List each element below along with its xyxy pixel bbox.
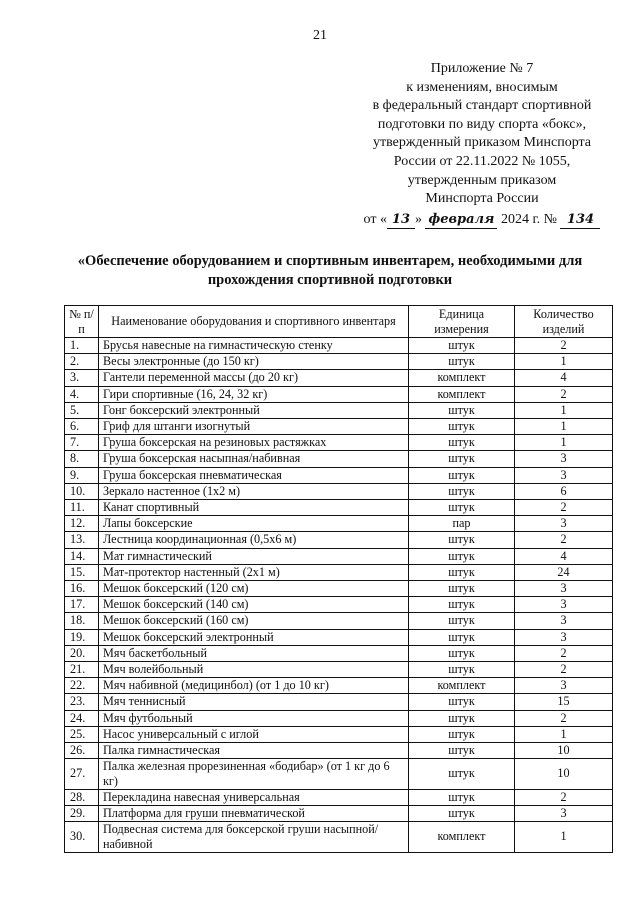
table-row [65,694,613,710]
row-quantity: 3 [515,597,613,613]
row-unit: штук [409,419,515,435]
table-row [65,354,613,370]
row-item-name: Мешок боксерский электронный [99,629,409,645]
row-quantity: 2 [515,386,613,402]
row-item-name: Подвесная система для боксерской груши насыпной/набивной [99,822,409,853]
row-quantity: 10 [515,759,613,790]
row-number: 26. [65,743,99,759]
row-unit: штук [409,581,515,597]
row-number: 30. [65,822,99,853]
table-row [65,710,613,726]
row-number: 1. [65,338,99,354]
row-item-name: Гонг боксерский электронный [99,402,409,418]
row-unit: пар [409,516,515,532]
row-quantity: 1 [515,402,613,418]
row-item-name: Брусья навесные на гимнастическую стенку [99,338,409,354]
date-day-suffix: » [414,211,422,227]
row-item-name: Мяч футбольный [99,710,409,726]
row-item-name: Весы электронные (до 150 кг) [99,354,409,370]
row-quantity: 10 [515,743,613,759]
row-number: 12. [65,516,99,532]
table-row [65,806,613,822]
annex-line: в федеральный стандарт спортивной [372,98,592,114]
table-row [65,532,613,548]
row-item-name: Мяч набивной (медицинбол) (от 1 до 10 кг) [99,678,409,694]
table-row [65,500,613,516]
row-item-name: Груша боксерская насыпная/набивная [99,451,409,467]
row-quantity: 15 [515,694,613,710]
table-row [65,597,613,613]
row-item-name: Мат гимнастический [99,548,409,564]
row-quantity: 3 [515,516,613,532]
row-unit: штук [409,726,515,742]
row-quantity: 6 [515,483,613,499]
row-number: 29. [65,806,99,822]
row-item-name: Лапы боксерские [99,516,409,532]
table-row [65,402,613,418]
row-number: 7. [65,435,99,451]
row-quantity: 3 [515,581,613,597]
row-number: 19. [65,629,99,645]
row-unit: штук [409,500,515,516]
row-number: 22. [65,678,99,694]
table-row [65,726,613,742]
annex-line: Приложение № 7 [430,61,534,76]
row-quantity: 3 [515,629,613,645]
date-year: 2024 г. № [500,211,557,227]
row-number: 17. [65,597,99,613]
row-unit: штук [409,743,515,759]
row-number: 28. [65,789,99,805]
row-unit: штук [409,710,515,726]
row-number: 3. [65,370,99,386]
row-number: 15. [65,564,99,580]
row-unit: штук [409,435,515,451]
row-quantity: 1 [515,354,613,370]
table-row [65,516,613,532]
row-quantity: 3 [515,467,613,483]
row-number: 14. [65,548,99,564]
row-unit: комплект [409,822,515,853]
row-number: 24. [65,710,99,726]
row-quantity: 3 [515,613,613,629]
row-item-name: Мешок боксерский (140 см) [99,597,409,613]
row-unit: штук [409,467,515,483]
table-row [65,467,613,483]
row-item-name: Перекладина навесная универсальная [99,789,409,805]
row-number: 18. [65,613,99,629]
row-quantity: 1 [515,822,613,853]
row-number: 27. [65,759,99,790]
row-unit: штук [409,338,515,354]
table-row [65,645,613,661]
row-unit: штук [409,806,515,822]
row-number: 20. [65,645,99,661]
row-number: 13. [65,532,99,548]
order-date-line [352,211,612,230]
row-quantity: 2 [515,645,613,661]
row-unit: штук [409,613,515,629]
header-number: № п/п [65,306,99,338]
row-item-name: Мяч волейбольный [99,662,409,678]
table-row [65,483,613,499]
table-row [65,789,613,805]
row-unit: комплект [409,370,515,386]
annex-block [352,60,612,229]
row-quantity: 1 [515,435,613,451]
table-body [65,338,613,853]
row-number: 16. [65,581,99,597]
header-unit: Единица измерения [409,306,515,338]
table-row [65,581,613,597]
row-quantity: 3 [515,678,613,694]
annex-line: утвержденным приказом [407,172,557,188]
table-row [65,629,613,645]
row-quantity: 2 [515,710,613,726]
row-item-name: Канат спортивный [99,500,409,516]
row-item-name: Палка железная прорезиненная «бодибар» (от 1 кг до 6 кг) [99,759,409,790]
row-unit: штук [409,532,515,548]
row-item-name: Груша боксерская на резиновых растяжках [99,435,409,451]
annex-line: Минспорта России [425,191,539,207]
row-item-name: Груша боксерская пневматическая [99,467,409,483]
table-row [65,662,613,678]
table-row [65,759,613,790]
row-item-name: Лестница координационная (0,5х6 м) [99,532,409,548]
row-unit: штук [409,662,515,678]
row-item-name: Палка гимнастическая [99,743,409,759]
handwritten-order-number: 134 [560,212,600,229]
header-name: Наименование оборудования и спортивного инвентаря [99,306,409,338]
row-number: 11. [65,500,99,516]
row-item-name: Платформа для груши пневматической [99,806,409,822]
row-quantity: 3 [515,806,613,822]
row-unit: штук [409,645,515,661]
handwritten-month: февраля [425,212,497,229]
table-header-row [65,306,613,338]
row-unit: штук [409,483,515,499]
table-row [65,743,613,759]
row-number: 6. [65,419,99,435]
annex-line: подготовки по виду спорта «бокс», [377,116,587,132]
table-row [65,386,613,402]
row-unit: штук [409,629,515,645]
row-item-name: Гири спортивные (16, 24, 32 кг) [99,386,409,402]
row-quantity: 4 [515,370,613,386]
row-unit: штук [409,354,515,370]
table-row [65,419,613,435]
row-unit: штук [409,759,515,790]
table-row [65,822,613,853]
row-unit: комплект [409,678,515,694]
row-item-name: Гриф для штанги изогнутый [99,419,409,435]
table-row [65,678,613,694]
table-row [65,338,613,354]
table-row [65,370,613,386]
row-quantity: 2 [515,532,613,548]
row-unit: штук [409,564,515,580]
equipment-table [64,305,613,853]
row-unit: комплект [409,386,515,402]
row-quantity: 2 [515,662,613,678]
table-row [65,613,613,629]
row-item-name: Мат-протектор настенный (2х1 м) [99,564,409,580]
row-quantity: 3 [515,451,613,467]
header-quantity: Количество изделий [515,306,613,338]
row-number: 9. [65,467,99,483]
row-unit: штук [409,789,515,805]
table-row [65,435,613,451]
annex-line: утвержденный приказом Минспорта [372,135,592,151]
table-row [65,451,613,467]
row-number: 23. [65,694,99,710]
row-unit: штук [409,694,515,710]
row-quantity: 2 [515,789,613,805]
row-quantity: 24 [515,564,613,580]
annex-line: России от 22.11.2022 № 1055, [393,153,571,169]
row-quantity: 2 [515,338,613,354]
row-unit: штук [409,451,515,467]
row-unit: штук [409,597,515,613]
date-prefix: от « [363,211,387,227]
row-item-name: Насос универсальный с иглой [99,726,409,742]
handwritten-day: 13 [387,212,415,229]
row-item-name: Гантели переменной массы (до 20 кг) [99,370,409,386]
row-quantity: 4 [515,548,613,564]
row-quantity: 1 [515,419,613,435]
document-title: «Обеспечение оборудованием и спортивным инвентарем, необходимыми для прохождения спортивной подготовки [77,253,583,288]
row-item-name: Мешок боксерский (160 см) [99,613,409,629]
row-number: 8. [65,451,99,467]
row-number: 2. [65,354,99,370]
row-unit: штук [409,548,515,564]
row-item-name: Мешок боксерский (120 см) [99,581,409,597]
page-number: 21 [313,28,327,43]
row-unit: штук [409,402,515,418]
row-quantity: 2 [515,500,613,516]
row-number: 25. [65,726,99,742]
row-item-name: Мяч теннисный [99,694,409,710]
row-number: 10. [65,483,99,499]
row-quantity: 1 [515,726,613,742]
table-row [65,564,613,580]
row-number: 21. [65,662,99,678]
row-number: 5. [65,402,99,418]
annex-line: к изменениям, вносимым [406,79,558,95]
row-item-name: Мяч баскетбольный [99,645,409,661]
table-row [65,548,613,564]
row-number: 4. [65,386,99,402]
row-item-name: Зеркало настенное (1х2 м) [99,483,409,499]
